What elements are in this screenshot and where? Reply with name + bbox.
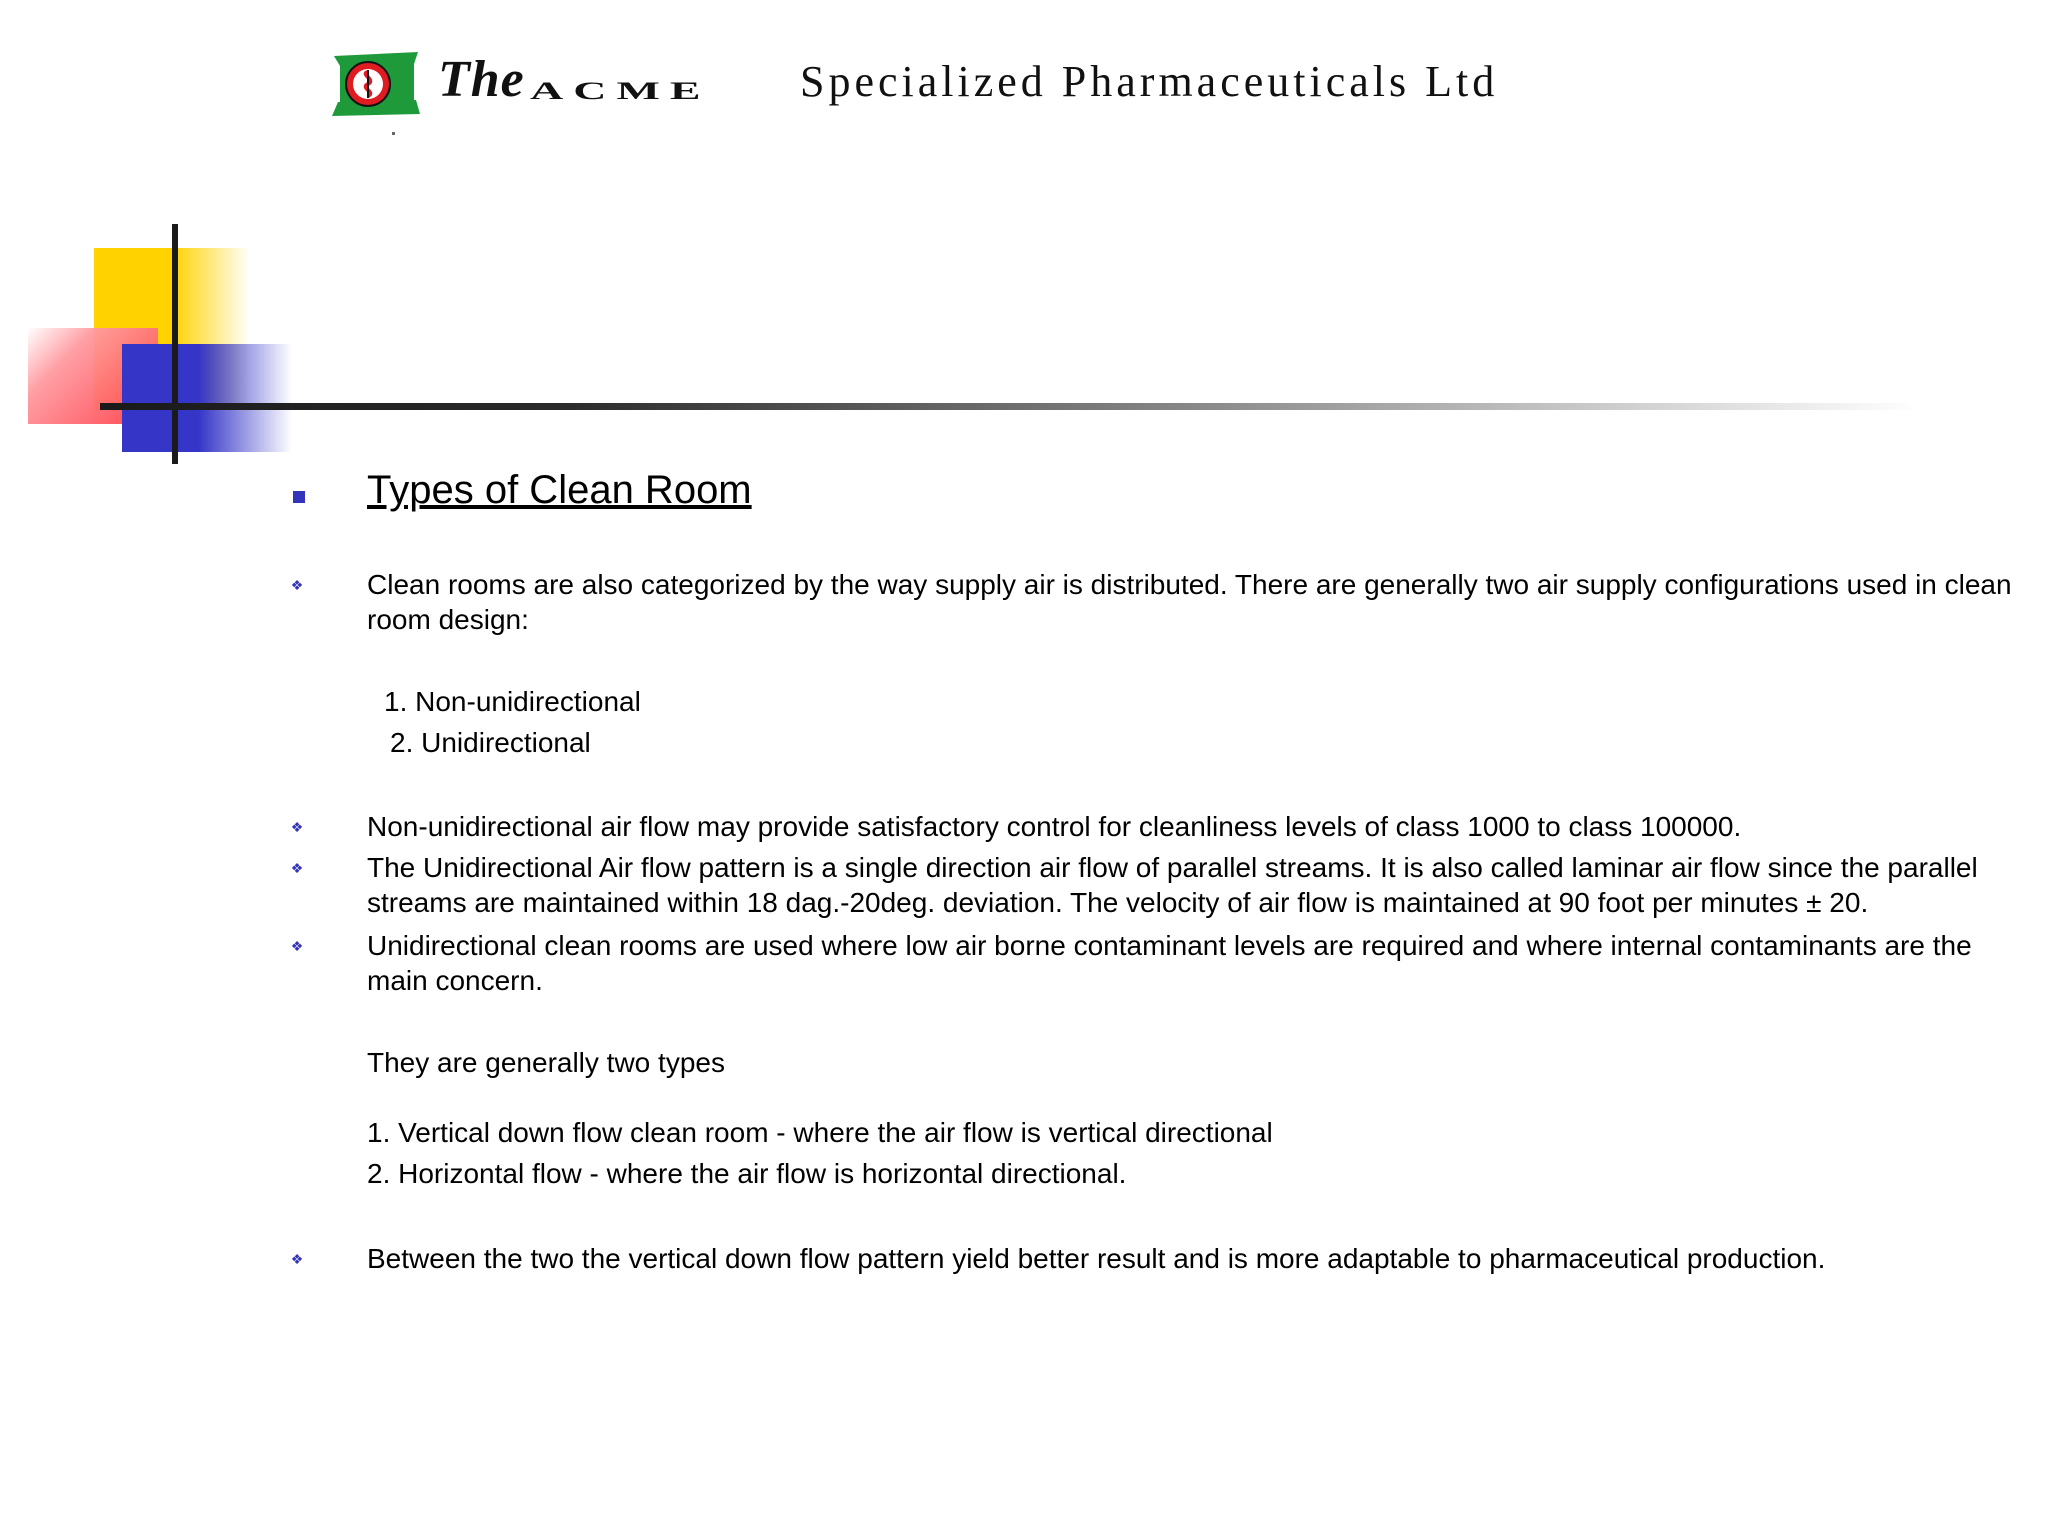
types-intro: They are generally two types — [367, 1047, 725, 1078]
diamond-bullet-icon: ❖ — [290, 1251, 304, 1267]
diamond-bullet-icon: ❖ — [290, 819, 304, 835]
bullet-text-conclusion: Between the two the vertical down flow pattern yield better result and is more adaptable to pharmaceutical production. — [367, 1243, 1826, 1274]
stray-dot — [392, 132, 395, 135]
logo-company-name: Specialized Pharmaceuticals Ltd — [800, 57, 1499, 106]
types-list-item: 2. Horizontal flow - where the air flow is horizontal directional. — [367, 1158, 1127, 1189]
diamond-bullet-icon: ❖ — [290, 938, 304, 954]
slide-title: Types of Clean Room — [367, 468, 752, 512]
types-list-item: 1. Vertical down flow clean room - where the air flow is vertical directional — [367, 1117, 1273, 1148]
logo-acme-text: ACME — [530, 76, 711, 105]
bullet-text-non-unidirectional: Non-unidirectional air flow may provide satisfactory control for cleanliness levels of class 1000 to class 100000. — [367, 811, 1742, 842]
diamond-bullet-icon: ❖ — [290, 860, 304, 876]
decorative-blue-square — [122, 344, 292, 452]
diamond-bullet-icon: ❖ — [290, 577, 304, 593]
config-list-item: 2. Unidirectional — [390, 727, 591, 758]
pharmacy-emblem-icon — [330, 50, 422, 118]
decorative-vertical-line — [172, 224, 178, 464]
logo-the-text: The — [438, 51, 525, 108]
title-bullet-icon — [293, 491, 305, 503]
bullet-text-unidirectional-use: Unidirectional clean rooms are used where low air borne contaminant levels are required and where internal contaminants are the main concern. — [367, 930, 1972, 996]
config-list-item: 1. Non-unidirectional — [384, 686, 641, 717]
decorative-horizontal-line — [100, 403, 1920, 410]
bullet-text-air-supply: Clean rooms are also categorized by the way supply air is distributed. There are generally two air supply configurations used in clean room design: — [367, 569, 2012, 635]
bullet-text-unidirectional-pattern: The Unidirectional Air flow pattern is a single direction air flow of parallel streams. It is also called laminar air flow since the parallel streams are maintained within 18 dag.-20deg. deviation. The velocity of air flow is maintained at 90 foot per minutes ± 20. — [367, 852, 1978, 918]
company-logo — [330, 46, 1670, 126]
